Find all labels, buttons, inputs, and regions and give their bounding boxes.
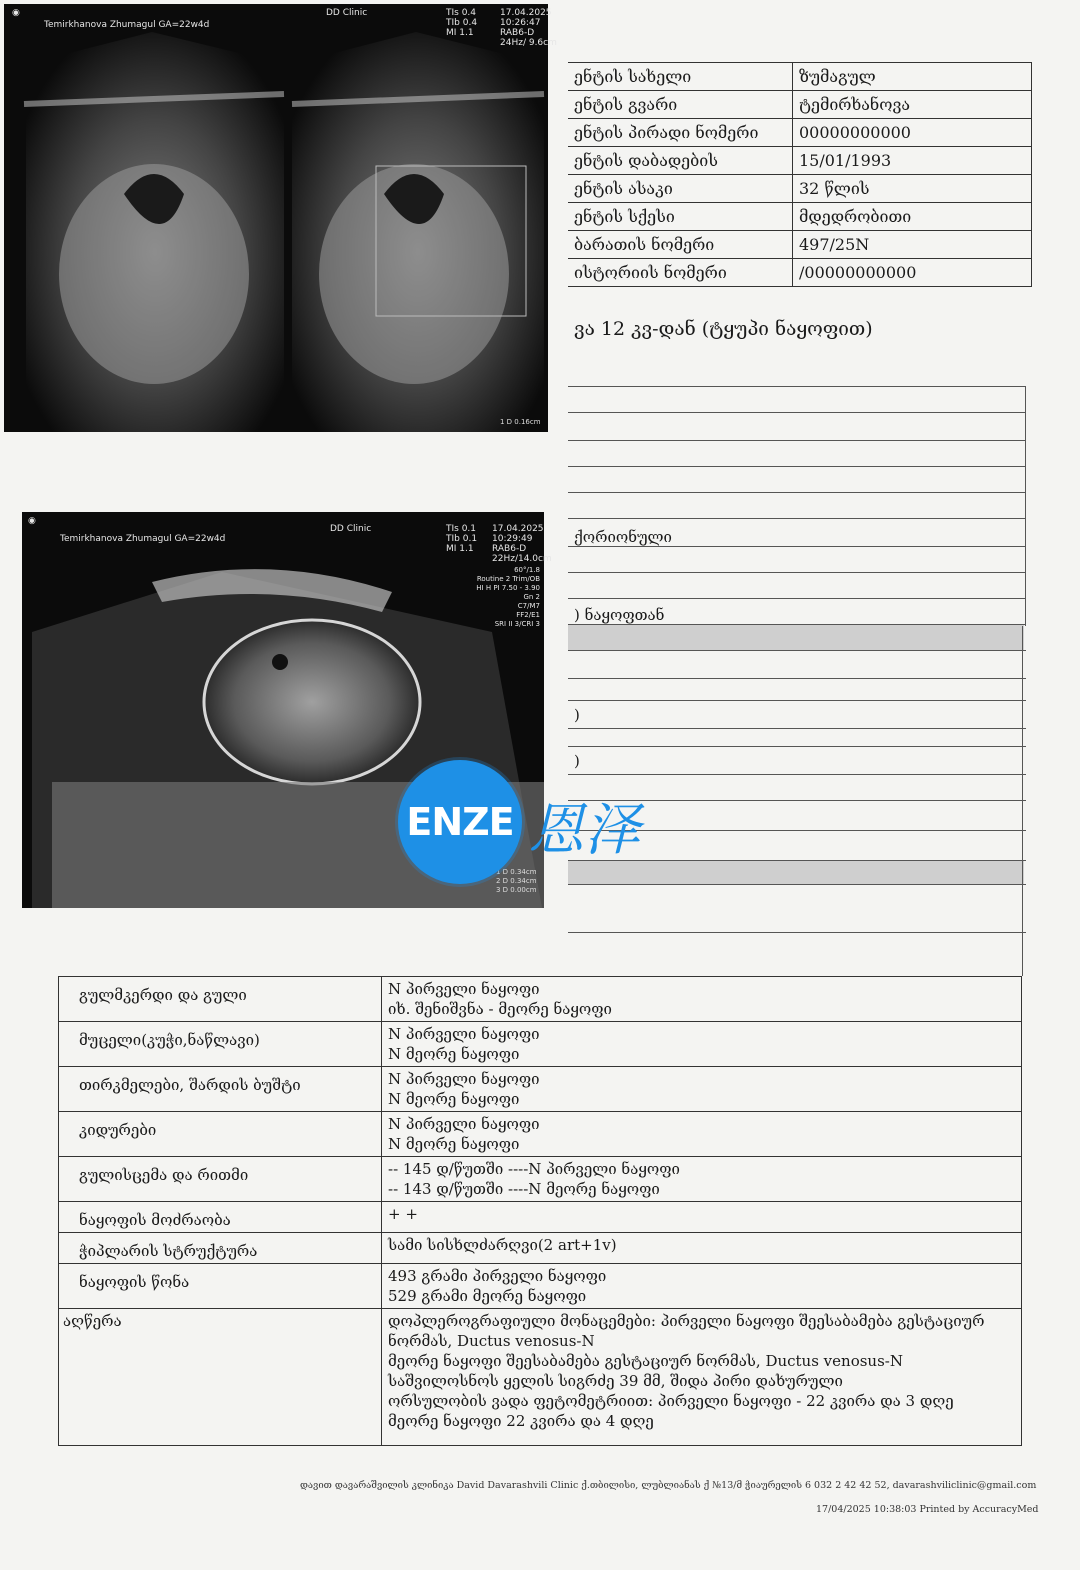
description-row: [59, 1309, 1022, 1446]
patient-row: [568, 63, 1032, 91]
patient-field-label: ენტის სქესი: [568, 203, 793, 231]
finding-value: [382, 1309, 1022, 1446]
us-bottom-clinic: DD Clinic: [330, 524, 372, 534]
finding-row: [59, 1067, 1022, 1112]
finding-value-line: მეორე ნაყოფი 22 კვირა და 4 დღე: [388, 1412, 654, 1430]
finding-row: [59, 1233, 1022, 1264]
finding-value: [382, 1157, 1022, 1202]
finding-label: გულმკერდი და გული: [59, 977, 382, 1022]
us-param-line: Routine 2 Trim/OB: [476, 575, 540, 583]
finding-value-line: -- 145 დ/წუთში ----N პირველი ნაყოფი: [388, 1160, 680, 1178]
us-param-line: HI H PI 7.50 - 3.90: [476, 584, 540, 592]
us-param-line: 60°/1.8: [514, 566, 540, 574]
finding-row: [59, 977, 1022, 1022]
us-param-line: Gn 2: [523, 593, 540, 601]
finding-label: მუცელი(კუჭი,ნაწლავი): [59, 1022, 382, 1067]
finding-value-line: 529 გრამი მეორე ნაყოფი: [388, 1287, 587, 1305]
patient-field-label: ისტორიის ნომერი: [568, 259, 793, 287]
enze-logo-text: ENZE: [406, 800, 514, 844]
finding-label: ნაყოფის მოძრაობა: [59, 1202, 382, 1233]
finding-value: [382, 1112, 1022, 1157]
us-top-measure: 1 D 0.16cm: [500, 418, 541, 426]
finding-value: [382, 1264, 1022, 1309]
finding-value: [382, 1022, 1022, 1067]
patient-field-label: ენტის პირადი ნომერი: [568, 119, 793, 147]
patient-row: [568, 231, 1032, 259]
finding-row: [59, 1202, 1022, 1233]
us-bottom-patient: Temirkhanova Zhumagul GA=22w4d: [60, 534, 226, 544]
finding-row: [59, 1264, 1022, 1309]
us-bottom-datetime: 17.04.2025 10:29:49 RAB6-D 22Hz/14.0cm: [492, 524, 552, 564]
patient-row: [568, 175, 1032, 203]
finding-value: [382, 1067, 1022, 1112]
footer-printed: 17/04/2025 10:38:03 Printed by AccuracyMed: [816, 1504, 1039, 1515]
fragment-2: ): [574, 752, 580, 770]
finding-value-line: -- 143 დ/წუთში ----N მეორე ნაყოფი: [388, 1180, 660, 1198]
finding-value-line: 493 გრამი პირველი ნაყოფი: [388, 1267, 607, 1285]
finding-value-line: + +: [388, 1205, 418, 1223]
patient-row: [568, 147, 1032, 175]
finding-value-line: სამი სისხლძარღვი(2 art+1v): [388, 1236, 617, 1254]
finding-label: თირკმელები, შარდის ბუშტი: [59, 1067, 382, 1112]
finding-value: [382, 977, 1022, 1022]
patient-field-value: 32 წლის: [793, 175, 1032, 203]
finding-value-line: N პირველი ნაყოფი: [388, 1070, 540, 1088]
us-top-patient: Temirkhanova Zhumagul GA=22w4d: [44, 20, 210, 30]
patient-row: [568, 119, 1032, 147]
patient-field-label: ბარათის ნომერი: [568, 231, 793, 259]
finding-value-line: N პირველი ნაყოფი: [388, 1115, 540, 1133]
chorion-text: ქორიონული: [574, 528, 672, 546]
patient-field-value: 497/25N: [793, 231, 1032, 259]
patient-field-label: ენტის გვარი: [568, 91, 793, 119]
finding-value-line: მეორე ნაყოფი შეესაბამება გესტაციურ ნორმას, Ductus venosus-N: [388, 1352, 903, 1370]
us-top-clinic: DD Clinic: [326, 8, 368, 18]
patient-field-value: 15/01/1993: [793, 147, 1032, 175]
us-param-line: FF2/E1: [516, 611, 540, 619]
patient-field-value: ტემირხანოვა: [793, 91, 1032, 119]
footer-clinic-info: დავით დავარაშვილის კლინიკა David Davarashvili Clinic ქ.თბილისი, ლუბლიანას ქ №13/მ ჭიაურელის 6 032 2 42 42 52, davarashviliclinic@gmail.com: [300, 1480, 1037, 1491]
finding-value-line: N პირველი ნაყოფი: [388, 980, 540, 998]
finding-value-line: N პირველი ნაყოფი: [388, 1025, 540, 1043]
patient-field-value: 00000000000: [793, 119, 1032, 147]
fragment-1: ): [574, 706, 580, 724]
enze-logo-chinese: 恩泽: [528, 798, 640, 863]
fetus-relation-text: ) ნაყოფთან: [574, 606, 665, 624]
us-param-line: C7/M7: [517, 602, 540, 610]
patient-field-label: ენტის დაბადების: [568, 147, 793, 175]
patient-row: [568, 259, 1032, 287]
finding-value-line: N მეორე ნაყოფი: [388, 1135, 520, 1153]
finding-value-line: საშვილოსნოს ყელის სიგრძე 39 მმ, შიდა პირი დახურული: [388, 1372, 843, 1390]
patient-info-table: [568, 62, 1032, 287]
us-bottom-measures: 1 D 0.34cm 2 D 0.34cm 3 D 0.00cm: [496, 868, 537, 894]
us-top-datetime: 17.04.2025 10:26:47 RAB6-D 24Hz/ 9.6cm: [500, 8, 557, 48]
finding-label: კიდურები: [59, 1112, 382, 1157]
finding-label: გულისცემა და რითმი: [59, 1157, 382, 1202]
ultrasound-scan-graphic: [4, 4, 548, 432]
us-top-params: TIs 0.4 TIb 0.4 MI 1.1: [446, 8, 478, 38]
finding-value-line: N მეორე ნაყოფი: [388, 1090, 520, 1108]
finding-value-line: ნორმას, Ductus venosus-N: [388, 1332, 595, 1350]
pregnancy-section-title: ვა 12 კვ-დან (ტყუპი ნაყოფით): [574, 318, 873, 340]
ultrasound-image-top: ◉ Temirkhanova Zhumagul GA=22w4d DD Clinic TIs 0.4 TIb 0.4 MI 1.1 17.04.2025 10:26:47 RAB6-D 24Hz/ 9.6cm 1 D 0.16cm: [4, 4, 548, 432]
finding-value: [382, 1233, 1022, 1264]
ultrasound-image-bottom: ◉ Temirkhanova Zhumagul GA=22w4d DD Clinic TIs 0.1 TIb 0.1 MI 1.1 17.04.2025 10:29:49 RAB6-D 22Hz/14.0cm 60°/1.8 Routine 2 Trim/OB HI H PI 7.50 - 3.90 Gn 2 C7/M7 FF2/E1 SRI II 3/CRI 3 1 D 0.34cm 2 D 0.34cm 3 D 0.00cm: [22, 512, 544, 908]
finding-row: [59, 1022, 1022, 1067]
patient-field-value: /00000000000: [793, 259, 1032, 287]
us-param-line: SRI II 3/CRI 3: [494, 620, 540, 628]
patient-row: [568, 91, 1032, 119]
us-bottom-params: TIs 0.1 TIb 0.1 MI 1.1: [446, 524, 478, 554]
finding-row: [59, 1157, 1022, 1202]
finding-label: ნაყოფის წონა: [59, 1264, 382, 1309]
patient-field-value: ზუმაგულ: [793, 63, 1032, 91]
patient-field-label: ენტის სახელი: [568, 63, 793, 91]
us-bottom-extra: [476, 566, 540, 629]
finding-value-line: იხ. შენიშვნა - მეორე ნაყოფი: [388, 1000, 612, 1018]
finding-value: [382, 1202, 1022, 1233]
findings-table: [58, 976, 1022, 1446]
finding-value-line: N მეორე ნაყოფი: [388, 1045, 520, 1063]
patient-field-value: მდედრობითი: [793, 203, 1032, 231]
patient-field-label: ენტის ასაკი: [568, 175, 793, 203]
finding-value-line: ორსულობის ვადა ფეტომეტრიით: პირველი ნაყოფი - 22 კვირა და 3 დღე: [388, 1392, 954, 1410]
finding-label: ჭიპლარის სტრუქტურა: [59, 1233, 382, 1264]
patient-row: [568, 203, 1032, 231]
finding-label: აღწერა: [59, 1309, 382, 1446]
finding-value-line: დოპლეროგრაფიული მონაცემები: პირველი ნაყოფი შეესაბამება გესტაციურ: [388, 1312, 985, 1330]
finding-row: [59, 1112, 1022, 1157]
